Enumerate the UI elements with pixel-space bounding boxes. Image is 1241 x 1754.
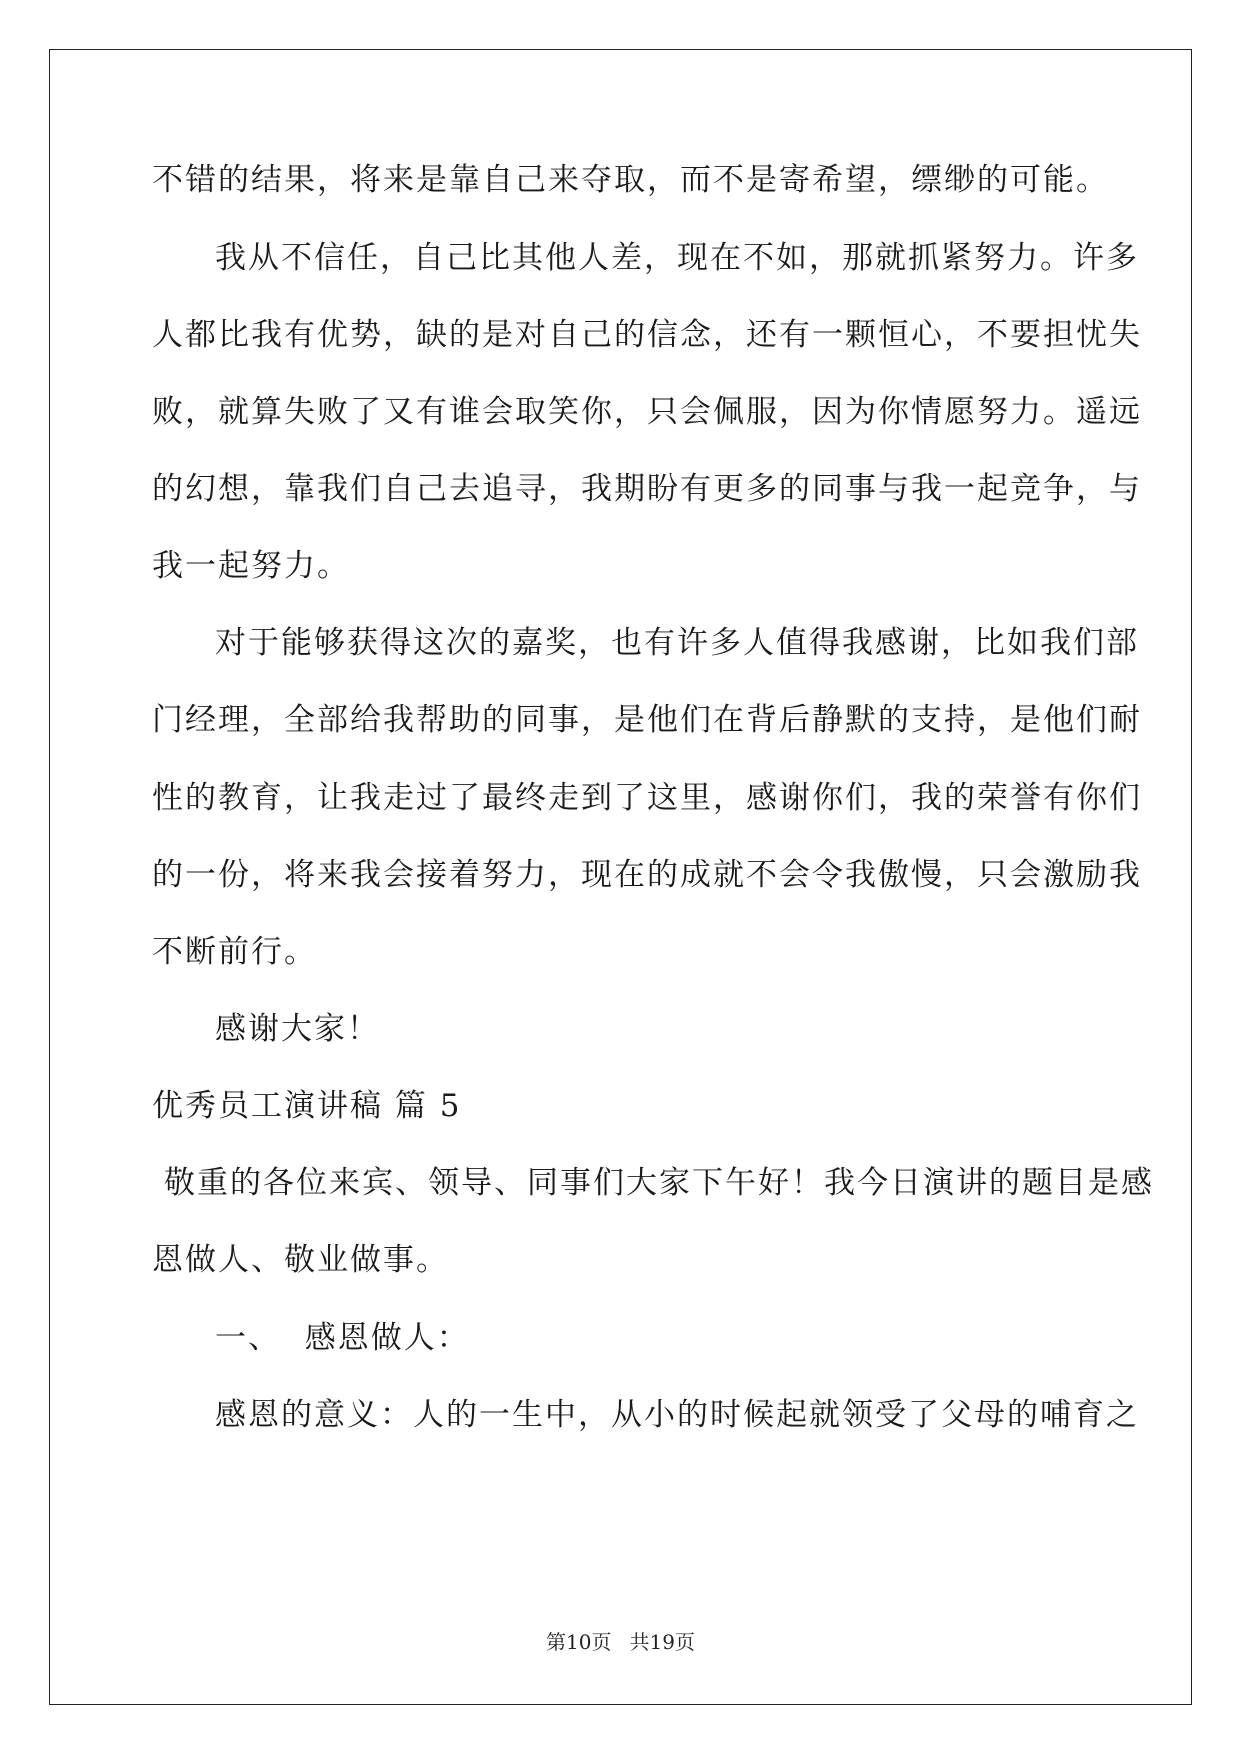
text-line: 对于能够获得这次的嘉奖，也有许多人值得我感谢，比如我们部 xyxy=(215,625,1139,661)
text-line: 感恩的意义：人的一生中，从小的时候起就领受了父母的哺育之 xyxy=(215,1397,1139,1433)
text-line: 的幻想，靠我们自己去追寻，我期盼有更多的同事与我一起竞争，与 xyxy=(152,471,1142,507)
text-line: 我从不信任，自己比其他人差，现在不如，那就抓紧努力。许多 xyxy=(215,240,1139,276)
text-line: 性的教育，让我走过了最终走到了这里，感谢你们，我的荣誉有你们 xyxy=(152,780,1142,816)
page-total: 共19页 xyxy=(629,1630,695,1654)
text-line: 不断前行。 xyxy=(152,934,317,970)
text-line: 门经理，全部给我帮助的同事，是他们在背后静默的支持，是他们耐 xyxy=(152,702,1142,738)
page-footer xyxy=(0,1630,1241,1654)
section-heading: 优秀员工演讲稿 篇 5 xyxy=(152,1088,462,1124)
text-line: 我一起努力。 xyxy=(152,548,350,584)
text-line: 敬重的各位来宾、领导、同事们大家下午好！我今日演讲的题目是感 xyxy=(164,1165,1154,1201)
text-line: 不错的结果，将来是靠自己来夺取，而不是寄希望，缥缈的可能。 xyxy=(152,162,1109,198)
list-heading: 一、 感恩做人： xyxy=(215,1320,470,1356)
text-line: 人都比我有优势，缺的是对自己的信念，还有一颗恒心，不要担忧失 xyxy=(152,317,1142,353)
text-line: 的一份，将来我会接着努力，现在的成就不会令我傲慢，只会激励我 xyxy=(152,857,1142,893)
text-line: 恩做人、敬业做事。 xyxy=(152,1242,449,1278)
text-line: 败，就算失败了又有谁会取笑你，只会佩服，因为你情愿努力。遥远 xyxy=(152,394,1142,430)
page-number: 第10页 xyxy=(546,1630,612,1654)
text-line: 感谢大家！ xyxy=(215,1011,380,1047)
